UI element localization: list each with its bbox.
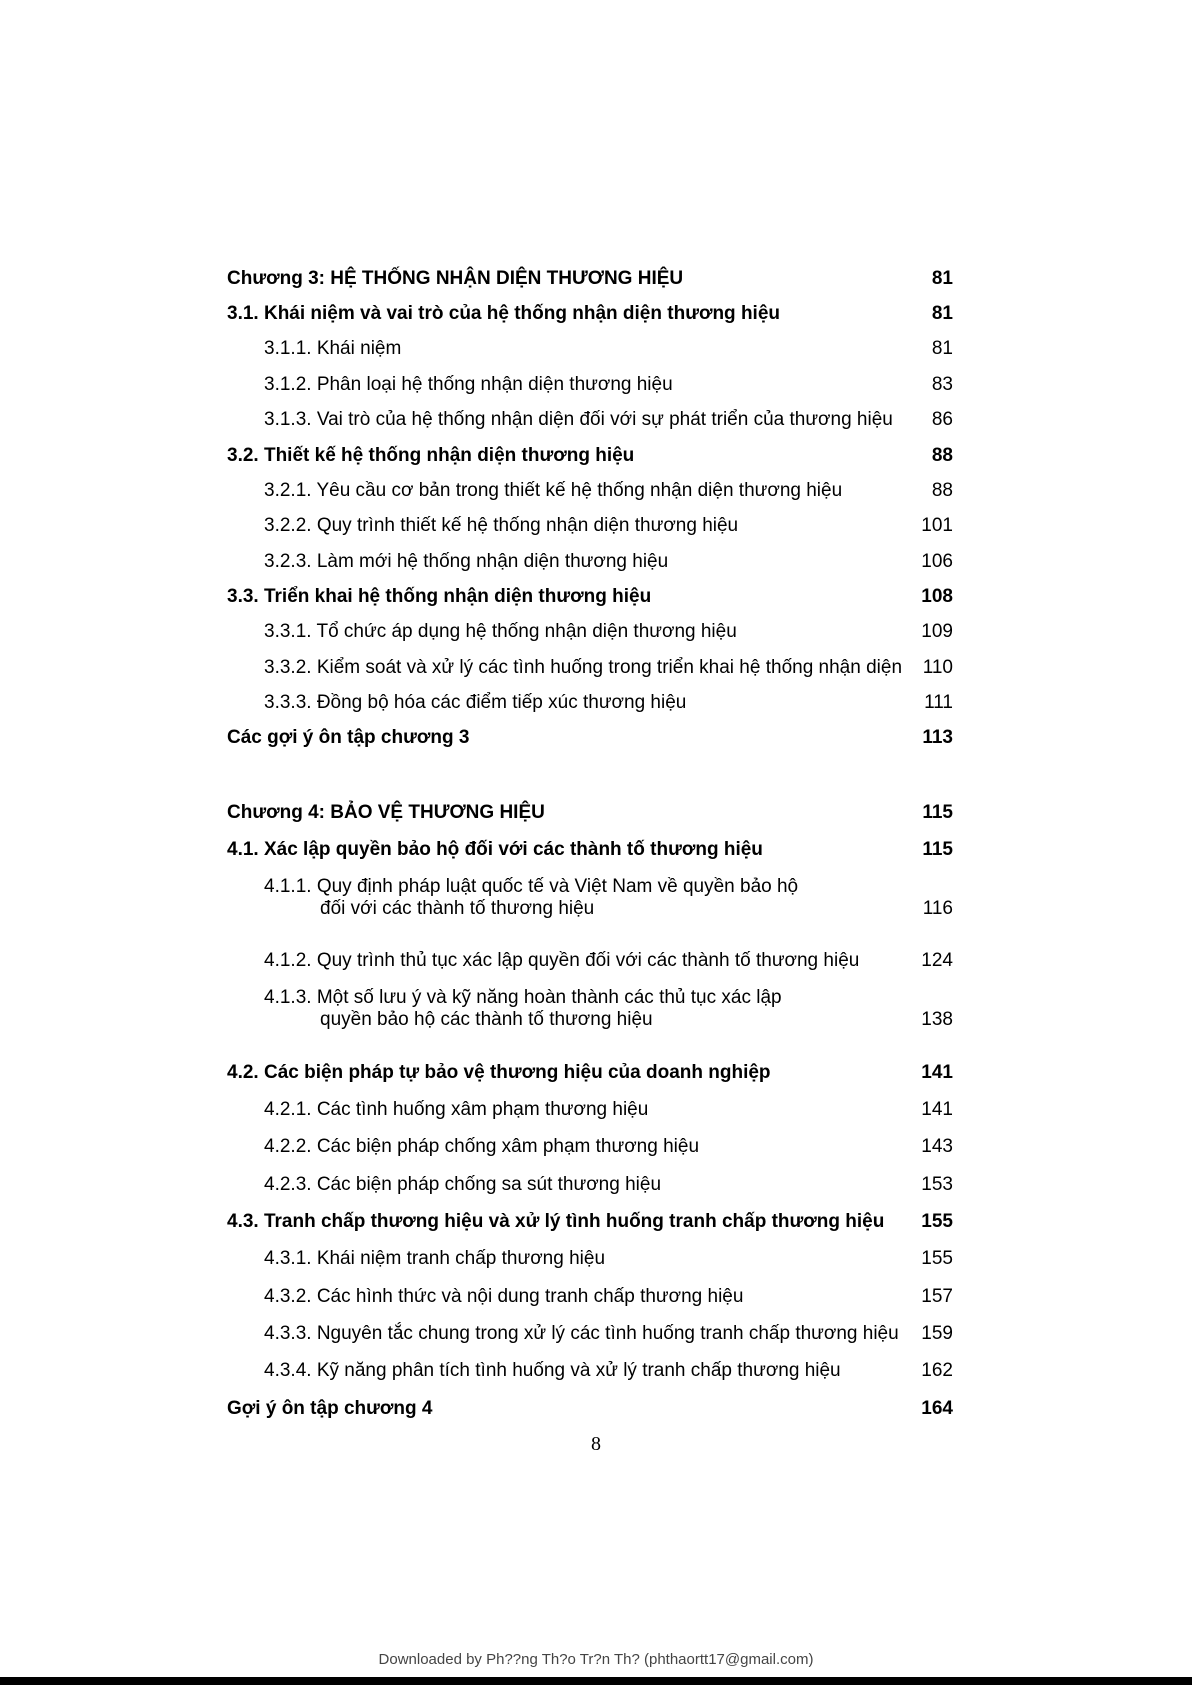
toc-entry-page: 143 [921,1136,953,1157]
toc-entry-label: 3.1.1. Khái niệm [264,338,402,359]
toc-entry-page: 164 [921,1398,953,1419]
toc-entry-page: 81 [931,303,953,324]
toc-entry-page: 109 [921,621,953,642]
toc-entry-page: 153 [921,1174,953,1195]
toc-entry-page: 83 [931,374,953,395]
toc-entry-page: 88 [931,480,953,501]
toc-entry-label: Chương 3: HỆ THỐNG NHẬN DIỆN THƯƠNG HIỆU [227,268,684,289]
toc-entry-label: 3.2.3. Làm mới hệ thống nhận diện thương hiệu [264,551,669,572]
toc-entry-page: 141 [921,1062,953,1083]
toc-row [227,374,953,396]
toc-entry-page: 81 [931,338,953,359]
toc-entry-label [227,987,953,1031]
toc-entry-page: 155 [921,1211,953,1232]
toc-entry-label: Gợi ý ôn tập chương 4 [227,1398,433,1419]
toc-entry-label: 3.3.2. Kiểm soát và xử lý các tình huống trong triển khai hệ thống nhận diện [264,657,903,678]
toc-entry-label: 3.2.1. Yêu cầu cơ bản trong thiết kế hệ thống nhận diện thương hiệu [264,480,843,501]
toc-row [227,515,953,537]
toc-entry-page: 155 [921,1248,953,1269]
toc-row [227,727,953,749]
toc-entry-label: 4.3.3. Nguyên tắc chung trong xử lý các tình huống tranh chấp thương hiệu [264,1323,899,1344]
toc-row [227,1062,953,1084]
toc-entry-label: 4.3.4. Kỹ năng phân tích tình huống và xử lý tranh chấp thương hiệu [264,1360,841,1381]
toc-row [227,1286,953,1308]
toc-entry-label: 3.3.1. Tổ chức áp dụng hệ thống nhận diện thương hiệu [264,621,737,642]
toc-row [227,409,953,431]
toc-entry-label-line2: quyền bảo hộ các thành tố thương hiệu [320,1009,653,1030]
toc-row [227,839,953,861]
toc-row [227,876,953,920]
toc-row [227,657,953,679]
toc-entry-label: 4.3. Tranh chấp thương hiệu và xử lý tình huống tranh chấp thương hiệu [227,1211,885,1232]
page-number: 8 [591,1433,601,1455]
toc-entry-page: 116 [922,898,953,919]
toc-entry-label: 3.1. Khái niệm và vai trò của hệ thống nhận diện thương hiệu [227,303,781,324]
toc-entry-page: 101 [921,515,953,536]
toc-entry-label: 3.1.3. Vai trò của hệ thống nhận diện đối với sự phát triển của thương hiệu [264,409,893,430]
toc-entry-label: 4.3.1. Khái niệm tranh chấp thương hiệu [264,1248,606,1269]
toc-entry-label: 3.3.3. Đồng bộ hóa các điểm tiếp xúc thương hiệu [264,692,687,713]
toc-entry-label: Chương 4: BẢO VỆ THƯƠNG HIỆU [227,802,545,823]
toc-row [227,338,953,360]
toc-row [227,1099,953,1121]
toc-entry-page: 111 [924,692,953,713]
toc-entry-label: 4.3.2. Các hình thức và nội dung tranh chấp thương hiệu [264,1286,744,1307]
toc-entry-page: 86 [931,409,953,430]
toc-row [227,950,953,972]
toc-entry-label-line1: 4.1.3. Một số lưu ý và kỹ năng hoàn thành các thủ tục xác lập [264,987,782,1008]
toc-entry-page: 162 [921,1360,953,1381]
toc-entry-label: 3.2.2. Quy trình thiết kế hệ thống nhận diện thương hiệu [264,515,739,536]
toc-row [227,1174,953,1196]
toc-entry-label: 4.2.2. Các biện pháp chống xâm phạm thương hiệu [264,1136,700,1157]
toc-entry-label: 3.1.2. Phân loại hệ thống nhận diện thương hiệu [264,374,673,395]
toc-entry-page: 138 [921,1009,953,1030]
toc-row [227,1323,953,1345]
toc-entry-label: 4.1. Xác lập quyền bảo hộ đối với các thành tố thương hiệu [227,839,763,860]
bottom-bar [0,1677,1192,1685]
toc-row [227,480,953,502]
toc-entry-label: 4.2.3. Các biện pháp chống sa sút thương hiệu [264,1174,662,1195]
toc-entry-page: 159 [921,1323,953,1344]
toc-row [227,551,953,573]
toc-entry-label: Các gợi ý ôn tập chương 3 [227,727,470,748]
toc-row [227,586,953,608]
toc-entry-label: 4.2.1. Các tình huống xâm phạm thương hiệu [264,1099,649,1120]
download-footer: Downloaded by Ph??ng Th?o Tr?n Th? (phthaortt17@gmail.com) [378,1651,814,1668]
toc-entry-label: 4.2. Các biện pháp tự bảo vệ thương hiệu của doanh nghiệp [227,1062,771,1083]
toc-row [227,303,953,325]
toc-row [227,802,953,824]
toc-entry-page: 113 [922,727,953,748]
toc-entry-page: 88 [931,445,953,466]
toc-row [227,1248,953,1270]
toc-entry-label: 4.1.2. Quy trình thủ tục xác lập quyền đối với các thành tố thương hiệu [264,950,860,971]
toc-entry-page: 157 [921,1286,953,1307]
toc-row [227,445,953,467]
toc-entry-page: 115 [922,802,953,823]
toc-entry-label-line1: 4.1.1. Quy định pháp luật quốc tế và Việt Nam về quyền bảo hộ [264,876,799,897]
toc-entry-label [227,876,953,920]
toc-entry-label: 3.2. Thiết kế hệ thống nhận diện thương hiệu [227,445,635,466]
toc-row [227,987,953,1031]
toc-row [227,1211,953,1233]
toc-entry-page: 106 [921,551,953,572]
toc-entry-label-line2: đối với các thành tố thương hiệu [320,898,595,919]
toc-row [227,1360,953,1382]
toc-row [227,621,953,643]
toc-row [227,1136,953,1158]
toc-row [227,1398,953,1420]
toc-entry-page: 124 [921,950,953,971]
toc-row [227,692,953,714]
toc-entry-page: 110 [922,657,953,678]
toc-row [227,268,953,290]
toc-entry-label: 3.3. Triển khai hệ thống nhận diện thương hiệu [227,586,652,607]
toc-entry-page: 141 [921,1099,953,1120]
toc-entry-page: 81 [931,268,953,289]
toc-entry-page: 108 [921,586,953,607]
toc-entry-page: 115 [922,839,953,860]
